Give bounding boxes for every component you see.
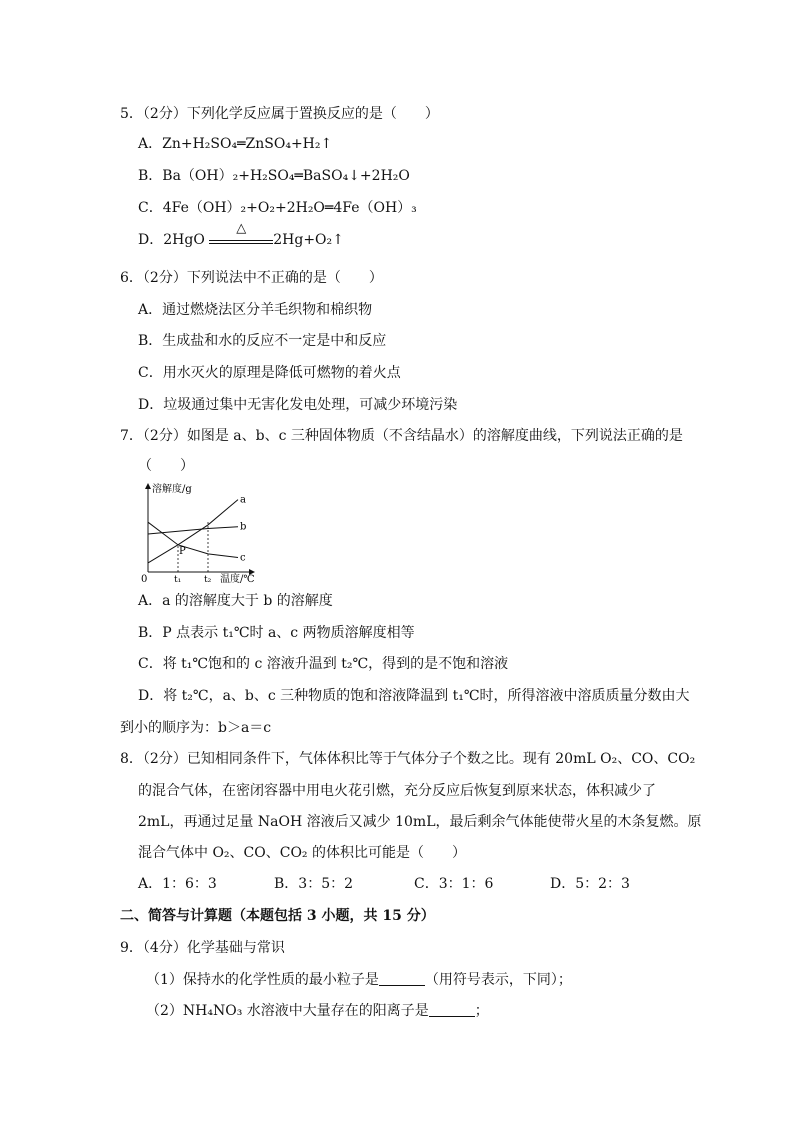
q8-options [138, 873, 630, 895]
q8-option-d: D．5：2：3 [550, 876, 630, 892]
q7-stem-line1: 7．（2分）如图是 a、b、c 三种固体物质（不含结晶水）的溶解度曲线，下列说法正确的是 [120, 428, 683, 444]
q8-stem-line2: 的混合气体，在密闭容器中用电火花引燃，充分反应后恢复到原来状态，体积减少了 [138, 783, 656, 799]
q9-stem: 9．（4分）化学基础与常识 [120, 940, 285, 956]
q5-option-c: C．4Fe（OH）₂+O₂+2H₂O═4Fe（OH）₃ [138, 200, 417, 216]
q9-sub2: （2）NH₄NO₃ 水溶液中大量存在的阳离子是 ； [146, 1003, 489, 1019]
reaction-condition [209, 221, 273, 244]
q8-stem-line4: 混合气体中 O₂、CO、CO₂ 的体积比可能是（ ） [138, 845, 466, 861]
q9-sub1: （1）保持水的化学性质的最小粒子是 （用符号表示，下同）； [146, 972, 572, 988]
x-tick-t1: t₁ [174, 575, 182, 584]
q7-stem-line2: （ ） [138, 458, 194, 474]
q7-option-b: B．P 点表示 t₁℃时 a、c 两物质溶解度相等 [138, 625, 415, 641]
solubility-chart [140, 480, 260, 584]
q8-option-c: C．3：1：6 [414, 876, 494, 892]
q7-option-d-cont: 到小的顺序为：b＞a＝c [120, 720, 272, 736]
q7-option-a: A．a 的溶解度大于 b 的溶解度 [138, 593, 333, 609]
curve-a [148, 500, 238, 563]
answer-blank-1[interactable] [379, 971, 425, 986]
q8-stem-line3: 2mL，再通过足量 NaOH 溶液后又减少 10mL，最后剩余气体能使带火星的木条复燃。原 [138, 814, 702, 830]
q5-stem: 5．（2分）下列化学反应属于置换反应的是（ ） [120, 106, 439, 122]
q5-option-b: B．Ba（OH）₂+H₂SO₄═BaSO₄↓+2H₂O [138, 168, 410, 184]
q7-option-d: D．将 t₂℃，a、b、c 三种物质的饱和溶液降温到 t₁℃时，所得溶液中溶质质量分数由大 [138, 688, 690, 704]
q6-option-d: D．垃圾通过集中无害化发电处理，可减少环境污染 [138, 397, 458, 413]
origin-label: 0 [141, 574, 148, 584]
q6-option-a: A．通过燃烧法区分羊毛织物和棉织物 [138, 302, 373, 318]
x-axis-label: 温度/℃ [220, 574, 255, 584]
q6-option-b: B．生成盐和水的反应不一定是中和反应 [138, 333, 387, 349]
answer-blank-2[interactable] [429, 1002, 475, 1017]
series-label-a: a [240, 494, 246, 506]
q8-option-a: A．1：6：3 [138, 876, 217, 892]
q8-stem-line1: 8．（2分）已知相同条件下，气体体积比等于气体分子个数之比。现有 20mL O₂、CO、CO₂ [120, 751, 696, 767]
series-layer [148, 495, 246, 564]
series-label-c: c [240, 552, 246, 564]
x-tick-t2: t₂ [204, 575, 212, 584]
q5-option-d: D．2HgO △ 2Hg+O₂↑ [138, 229, 344, 251]
q7-option-c: C．将 t₁℃饱和的 c 溶液升温到 t₂℃，得到的是不饱和溶液 [138, 656, 509, 672]
q8-option-b: B．3：5：2 [274, 876, 354, 892]
point-p-label: P [179, 545, 186, 557]
q6-stem: 6．（2分）下列说法中不正确的是（ ） [120, 270, 383, 286]
series-label-b: b [240, 521, 247, 533]
heat-symbol: △ [236, 221, 247, 236]
q5-option-a: A．Zn+H₂SO₄═ZnSO₄+H₂↑ [138, 136, 333, 152]
section-2-heading: 二、简答与计算题（本题包括 3 小题，共 15 分） [120, 908, 435, 924]
q6-option-c: C．用水灭火的原理是降低可燃物的着火点 [138, 365, 401, 381]
y-axis-label: 溶解度/g [152, 484, 192, 495]
